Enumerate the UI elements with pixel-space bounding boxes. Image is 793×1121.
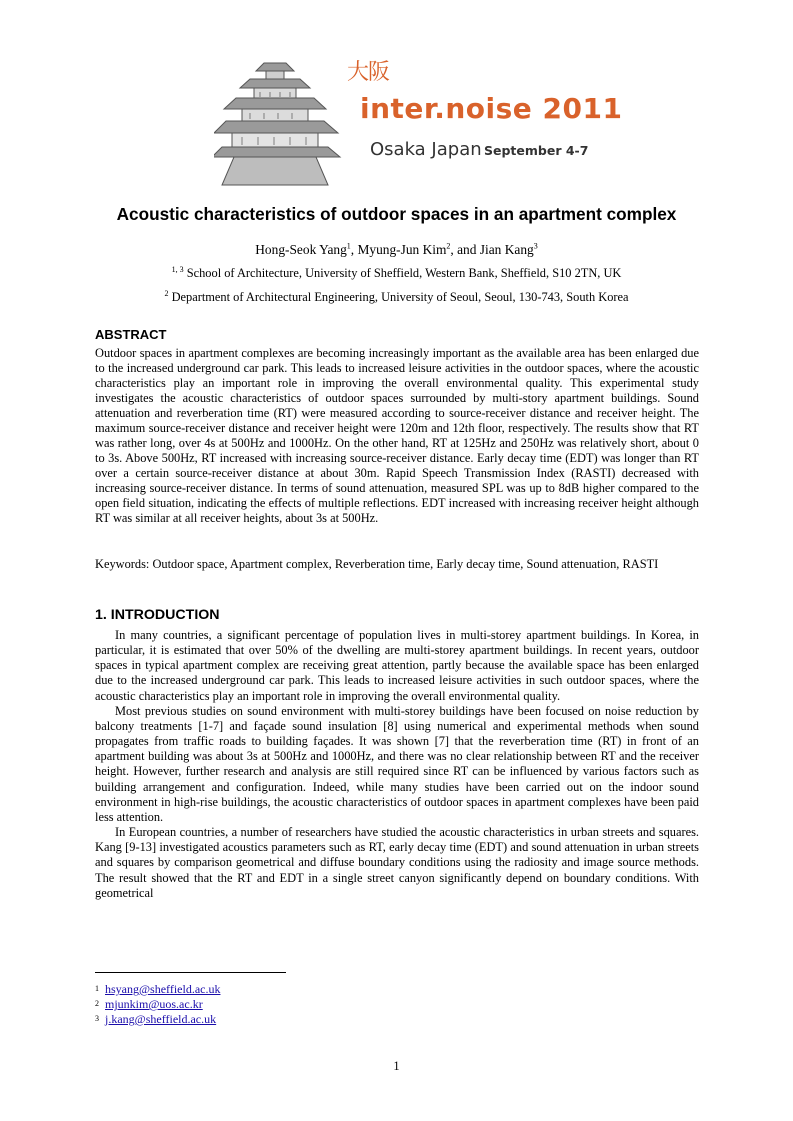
affiliation-text: School of Architecture, University of Sheffield, Western Bank, Sheffield, S10 2TN, UK [186, 266, 622, 280]
paper-title: Acoustic characteristics of outdoor spaces in an apartment complex [116, 204, 677, 224]
logo-place: Osaka Japan [370, 139, 482, 160]
section-heading-introduction: 1. INTRODUCTION [95, 607, 220, 623]
affiliation-text: Department of Architectural Engineering, University of Seoul, Seoul, 130-743, South Korea [171, 290, 629, 304]
author-affil-sup: 2 [446, 241, 451, 251]
paragraph: In European countries, a number of researchers have studied the acoustic characteristics in urban streets and squares. Kang [9-13] investigated acoustics parameters such as RT, early decay time (EDT) and sound attenuation in urban streets and squares by comparison geometrical and diffuse boundary conditions using the radiosity and image source methods. The result showed that the RT and EDT in a single street canyon significantly depend on boundary conditions. With geometrical [95, 825, 699, 900]
footnote-email-link[interactable]: j.kang@sheffield.ac.uk [105, 1012, 217, 1026]
logo-kanji: 大阪 [347, 60, 390, 85]
author-separator: , and [450, 242, 480, 257]
abstract-text: Outdoor spaces in apartment complexes are becoming increasingly important as the available area has been enlarged due to the increased underground car park. This leads to increased leisure activities in the outdoor spaces, where the acoustic characteristics play an important role in improving the overall environmental quality. This experimental study investigates the acoustic characteristics of outdoor spaces surrounded by multi-story apartment buildings. Sound attenuation and reverberation time (RT) were measured according to source-receiver distance and receiver height. The maximum source-receiver distance and receiver height were 120m and 12th floor, respectively. The results show that RT was rather long, over 4s at 500Hz and 1000Hz. On the other hand, RT at 125Hz and 250Hz was relatively short, about 0 to 3s. Above 500Hz, RT increased with increasing source-receiver distance. Early decay time (EDT) was longer than RT over a certain source-receiver distance at about 30m. Rapid Speech Transmission Index (RASTI) decreased with increasing source-receiver distance. In terms of sound attenuation, measured SPL was up to 8dB higher compared to the open field situation, indicating the effects of multiple reflections. EDT increased with increasing receiver height although RT was similar at all receiver heights, about 3s at 500Hz. [95, 346, 699, 525]
author-affil-sup: 1 [346, 241, 351, 251]
author-separator: , [350, 242, 358, 257]
author-affil-sup: 3 [533, 241, 538, 251]
footnote [95, 1012, 216, 1026]
author-list [0, 242, 793, 258]
affiliation-sup: 1, 3 [171, 264, 184, 274]
affiliation [0, 266, 793, 281]
introduction-body [95, 628, 699, 901]
footnote-number: 3 [95, 1014, 99, 1023]
footnote-email-link[interactable]: hsyang@sheffield.ac.uk [105, 982, 221, 996]
keywords: Keywords: Outdoor space, Apartment complex, Reverberation time, Early decay time, Sound attenuation, RASTI [95, 557, 659, 571]
author-name: Hong-Seok Yang [255, 242, 347, 257]
footnote [95, 982, 220, 996]
author-name: Jian Kang [479, 242, 534, 257]
page-number: 1 [393, 1059, 400, 1073]
footnote-rule [95, 972, 286, 973]
affiliation-sup: 2 [164, 288, 169, 298]
author-name: Myung-Jun Kim [357, 242, 447, 257]
paragraph: Most previous studies on sound environment with multi-storey buildings have been focused on noise reduction by balcony treatments [1-7] and façade sound insulation [8] using numerical and experimental methods when sound propagates from traffic roads to building façades. It was shown [7] that the reverberation time (RT) in front of an apartment building was about 3s at 500Hz and 1000Hz, and there was no clear relationship between RT and the receiver height. However, further research and analysis are still required since RT can be influenced by various factors such as building arrangement and configuration. Indeed, while many studies have been carried out on the indoor sound environment in high-rise buildings, the acoustic characteristics of outdoor spaces in apartment complexes have been paid less attention. [95, 703, 699, 824]
logo-brand: inter.noise 2011 [360, 92, 623, 125]
paragraph: In many countries, a significant percentage of population lives in multi-storey apartment buildings. In Korea, in particular, it is estimated that over 50% of the dwelling are multi-storey apartment buildings. In recent years, outdoor spaces in typical apartment complex are receiving great attention, partly because the available space has been enlarged due to the increased underground car park. This leads to increased leisure activities in such outdoor spaces, where the acoustic characteristics play an important role in improving the overall environmental quality. [95, 628, 699, 703]
footnote-number: 1 [95, 984, 99, 993]
logo-dates: September 4-7 [484, 143, 589, 158]
footnote-number: 2 [95, 999, 99, 1008]
affiliation [0, 290, 793, 305]
footnote [95, 997, 203, 1011]
abstract-heading: ABSTRACT [95, 327, 167, 342]
footnote-email-link[interactable]: mjunkim@uos.ac.kr [105, 997, 203, 1011]
